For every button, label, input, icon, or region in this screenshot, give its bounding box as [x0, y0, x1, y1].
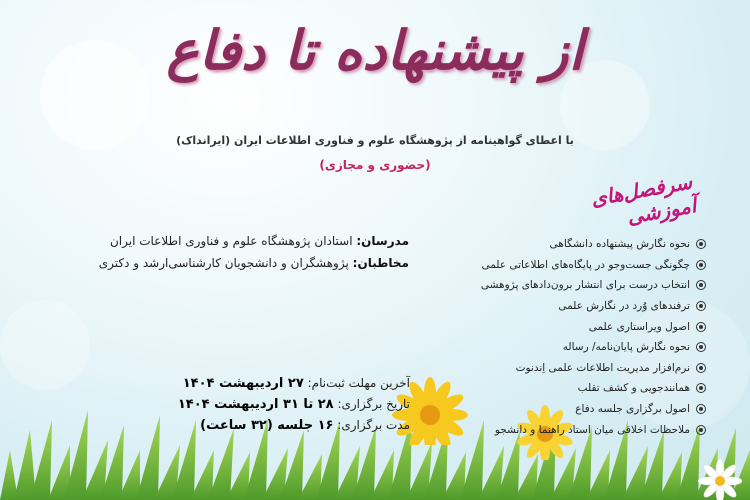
duration-row: [150, 418, 410, 433]
list-item: [386, 234, 706, 255]
teachers-label: مدرسان:: [356, 234, 409, 248]
audience-row: [44, 256, 409, 270]
bullet-icon: [696, 363, 706, 373]
topic-label: انتخاب درست برای انتشار برون‌دادهای پژوهشی: [480, 279, 690, 292]
held-row: [150, 397, 410, 412]
bullet-icon: [696, 404, 706, 414]
bokeh-light: [0, 300, 90, 390]
list-item: [386, 255, 706, 276]
list-item: [386, 296, 706, 317]
list-item: [386, 378, 706, 399]
bullet-icon: [696, 383, 706, 393]
bullet-icon: [696, 425, 706, 435]
bullet-icon: [696, 301, 706, 311]
list-item: [386, 358, 706, 379]
people-section: [44, 234, 409, 278]
teachers-row: [44, 234, 409, 248]
duration-label: مدت برگزاری:: [337, 418, 410, 432]
topic-label: چگونگی جست‌وجو در پایگاه‌های اطلاعاتی علمی: [481, 258, 690, 271]
bullet-icon: [696, 342, 706, 352]
duration-value: ۱۶ جلسه (۳۲ ساعت): [200, 418, 334, 433]
topic-label: اصول برگزاری جلسه دفاع: [575, 403, 690, 416]
held-value: ۲۸ تا ۳۱ اردیبهشت ۱۴۰۴: [177, 397, 334, 412]
topic-label: همانندجویی و کشف تقلب: [577, 382, 690, 395]
topics-list: [386, 234, 706, 440]
bullet-icon: [696, 280, 706, 290]
bullet-icon: [696, 239, 706, 249]
topic-label: ملاحظات اخلاقی میان استاد راهنما و دانشجو: [494, 423, 690, 436]
audience-value: پژوهشگران و دانشجویان کارشناسی‌ارشد و دکتری: [98, 256, 349, 270]
deadline-row: [150, 376, 410, 391]
topic-label: نحوه نگارش پیشنهاده دانشگاهی: [549, 238, 690, 251]
audience-label: مخاطبان:: [352, 256, 409, 270]
list-item: [386, 419, 706, 440]
topic-label: نرم‌افزار مدیریت اطلاعات علمی اِندنوت: [515, 361, 690, 374]
list-item: [386, 399, 706, 420]
teachers-value: استادان پژوهشگاه علوم و فناوری اطلاعات ایران: [109, 234, 353, 248]
deadline-label: آخرین مهلت ثبت‌نام:: [307, 376, 410, 390]
bullet-icon: [696, 322, 706, 332]
dates-section: [150, 376, 410, 439]
topic-label: ترفندهای وُرد در نگارش علمی: [558, 300, 690, 313]
topics-heading: سرفصل‌های آموزشی: [589, 169, 698, 229]
list-item: [386, 275, 706, 296]
certificate-note: با اعطای گواهینامه از پژوهشگاه علوم و فناوری اطلاعات ایران (ایرانداک): [176, 134, 574, 147]
held-label: تاریخ برگزاری:: [337, 397, 410, 411]
deadline-value: ۲۷ اردیبهشت ۱۴۰۴: [182, 376, 304, 391]
bullet-icon: [696, 260, 706, 270]
list-item: [386, 337, 706, 358]
list-item: [386, 316, 706, 337]
topic-label: نحوه نگارش پایان‌نامه/ رساله: [562, 341, 690, 354]
topic-label: اصول ویراستاری علمی: [588, 320, 690, 333]
white-flower: [690, 455, 750, 500]
attendance-mode: (حضوری و مجازی): [319, 158, 431, 172]
page-title: از پیشنهاده تا دفاع: [166, 18, 584, 82]
